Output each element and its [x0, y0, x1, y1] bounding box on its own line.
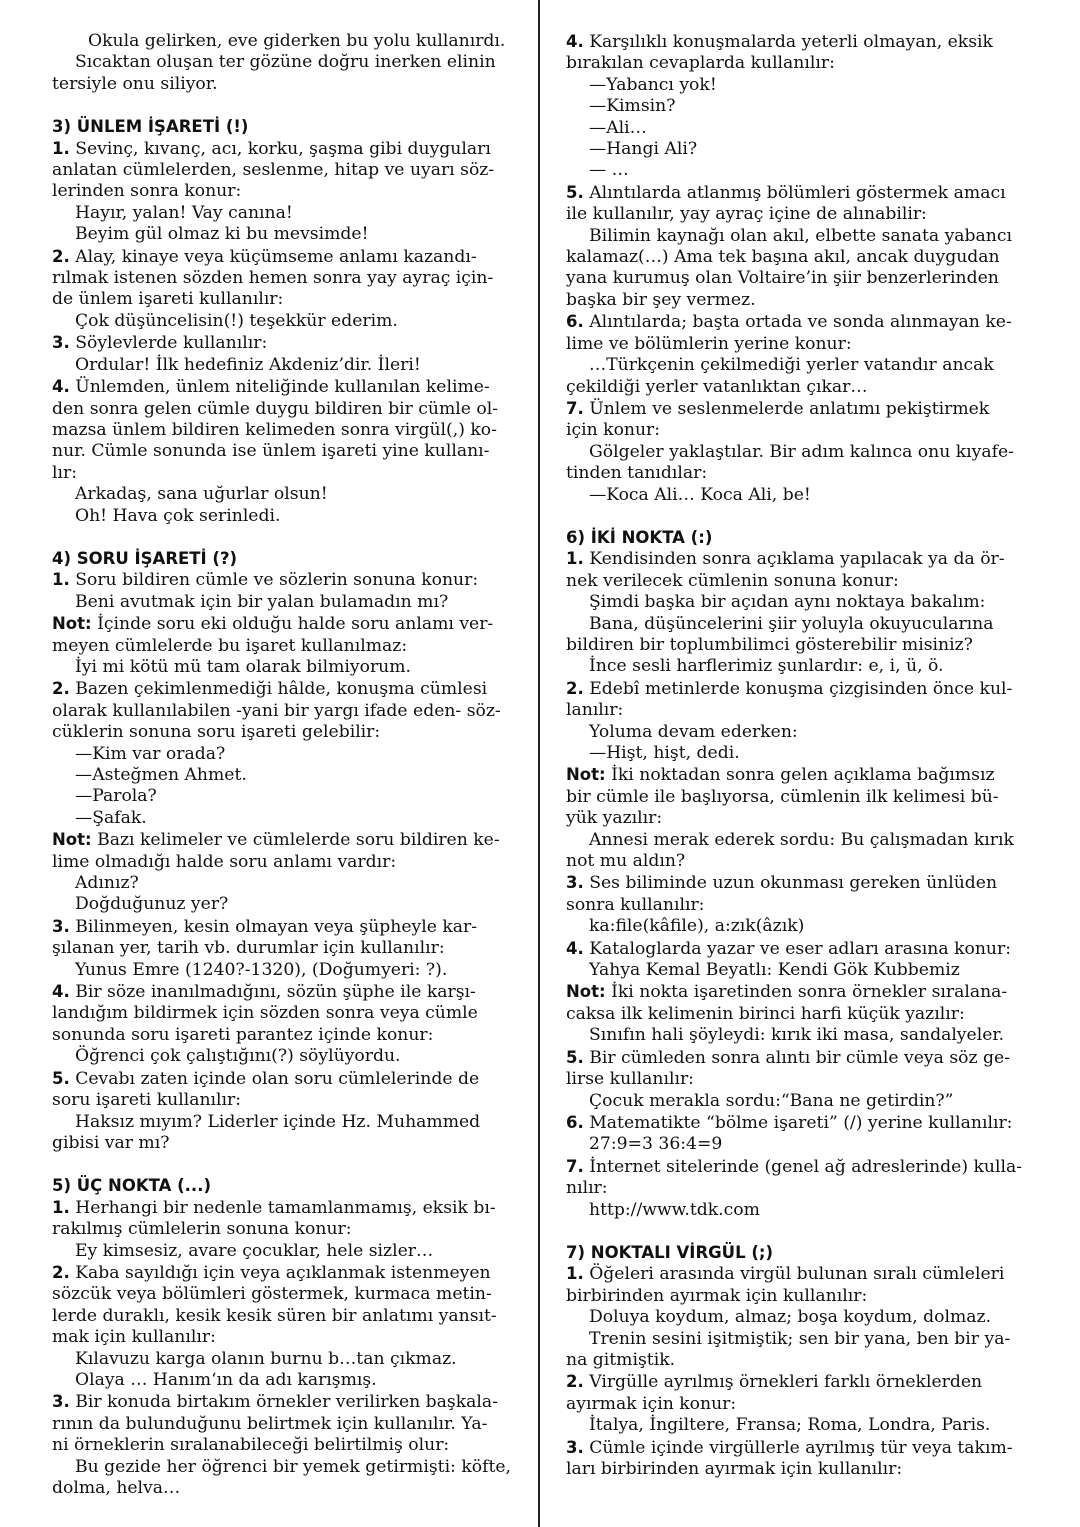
text-line: nılır: [566, 1178, 608, 1199]
rule-text: Soru bildiren cümle ve sözlerin sonuna konur: [69, 570, 479, 591]
example-line: Bilimin kaynağı olan akıl, elbette sanata yabancı [589, 225, 1012, 246]
text-line: nek verilecek cümlenin sonuna konur: [566, 570, 899, 591]
example-line: Gölgeler yaklaştılar. Bir adım kalınca onu kıyafe- [589, 441, 1014, 462]
rule-number: 1. [566, 549, 584, 569]
example-line: Hayır, yalan! Vay canına! [75, 202, 293, 223]
numbered-rule [52, 916, 514, 938]
rule-number: 3. [52, 916, 70, 936]
rule-number: 4. [52, 982, 70, 1002]
rule-text: İki nokta işaretinden sonra örnekler sıralana- [605, 982, 1008, 1003]
numbered-rule [52, 332, 514, 354]
numbered-rule [52, 376, 514, 398]
rule-number: 2. [52, 246, 70, 266]
text-line: bir cümle ile başlıyorsa, cümlenin ilk kelimesi bü- [566, 786, 999, 807]
numbered-rule [52, 981, 514, 1003]
example-line: http://www.tdk.com [589, 1199, 760, 1220]
text-line: nur. Cümle sonunda ise ünlem işareti yine kullanı- [52, 441, 490, 462]
text-line: şılanan yer, tarih vb. durumlar için kullanılır: [52, 938, 445, 959]
text-line: meyen cümlelerde bu işaret kullanılmaz: [52, 635, 408, 656]
example-line: Çocuk merakla sordu:“Bana ne getirdin?” [589, 1090, 954, 1111]
numbered-rule [566, 1263, 1028, 1285]
numbered-rule [566, 1047, 1028, 1069]
rule-number: 2. [52, 1262, 70, 1282]
rule-number: 7. [566, 398, 584, 418]
example-line: —Hangi Ali? [589, 139, 698, 160]
rule-text: Söylevlerde kullanılır: [69, 333, 268, 354]
numbered-rule [52, 138, 514, 160]
left-column [52, 31, 514, 1499]
rule-number: 1. [52, 1197, 70, 1217]
example-line: İtalya, İngiltere, Fransa; Roma, Londra, Paris. [589, 1415, 991, 1436]
example-line: —Parola? [75, 786, 157, 807]
example-line: —Hişt, hişt, dedi. [589, 743, 740, 763]
numbered-rule [566, 182, 1028, 204]
rule-number: 3. [566, 1437, 584, 1457]
rule-text: Virgülle ayrılmış örnekleri farklı örneklerden [583, 1372, 983, 1393]
rule-text: Alıntılarda atlanmış bölümleri göstermek amacı [583, 182, 1006, 203]
rule-number: 1. [52, 138, 70, 158]
example-line: …Türkçenin çekilmediği yerler vatandır ancak [589, 355, 994, 376]
text-line: sözcük veya bölümleri göstermek, kurmaca metin- [52, 1284, 492, 1305]
text-line: bildiren bir toplumbilimci gösterebilir misiniz? [566, 634, 973, 655]
note-line [52, 829, 514, 851]
text-line: çekildiği yerler vatanlıktan çıkar… [566, 376, 868, 397]
numbered-rule [52, 569, 514, 591]
example-line: Sınıfın hali şöyleydi: kırık iki masa, sandalyeler. [589, 1025, 1005, 1046]
rule-text: Herhangi bir nedenle tamamlanmamış, eksik bı- [69, 1197, 496, 1218]
text-line: landığım bildirmek için sözden sonra veya cümle [52, 1003, 478, 1024]
example-line: —Şafak. [75, 807, 147, 828]
example-line: Bana, düşüncelerini şiir yoluyla okuyucularına [589, 613, 994, 634]
text-line: lirse kullanılır: [566, 1069, 694, 1090]
rule-text: Ses biliminde uzun okunması gereken ünlüden [583, 873, 998, 894]
text-line: başka bir şey vermez. [566, 289, 756, 310]
rule-text: Ünlemden, ünlem niteliğinde kullanılan kelime- [69, 377, 490, 398]
numbered-rule [566, 398, 1028, 420]
text-line: ni örneklerin sıralanabileceği belirtilmiş olur: [52, 1435, 450, 1456]
rule-text: Bir söze inanılmadığını, sözün şüphe ile karşı- [69, 982, 476, 1003]
example-line: —Yabancı yok! [589, 74, 717, 95]
text-line: lerinden sonra konur: [52, 181, 242, 202]
text-line: sonra kullanılır: [566, 894, 705, 915]
rule-number: 4. [52, 377, 70, 397]
example-line: Kılavuzu karga olanın burnu b…tan çıkmaz. [75, 1348, 457, 1369]
rule-text: Sevinç, kıvanç, acı, korku, şaşma gibi duyguları [69, 138, 491, 159]
text-line: olarak kullanılabilen -yani bir yargı ifade eden- söz- [52, 700, 501, 721]
example-line: Ey kimsesiz, avare çocuklar, hele sizler… [75, 1240, 434, 1261]
numbered-rule [566, 1437, 1028, 1459]
note-line [52, 613, 514, 635]
rule-number: 2. [566, 678, 584, 698]
example-line: —Asteğmen Ahmet. [75, 765, 247, 785]
example-line: Oh! Hava çok serinledi. [75, 505, 281, 526]
rule-number: 5. [52, 1068, 70, 1088]
example-line: İnce sesli harflerimiz şunlardır: e, i, ü, ö. [589, 656, 944, 677]
text-line: tinden tanıdılar: [566, 463, 708, 484]
rule-number: 4. [566, 32, 584, 51]
numbered-rule [52, 1068, 514, 1090]
text-line: anlatan cümlelerden, seslenme, hitap ve uyarı söz- [52, 160, 495, 181]
example-line: Yahya Kemal Beyatlı: Kendi Gök Kubbemiz [589, 960, 960, 981]
example-line: Şimdi başka bir açıdan aynı noktaya bakalım: [589, 592, 986, 613]
text-line: tersiyle onu siliyor. [52, 73, 218, 94]
text-line: gibisi var mı? [52, 1132, 170, 1153]
rule-text: Matematikte “bölme işareti” (/) yerine kullanılır: [583, 1112, 1013, 1133]
rule-number: 2. [52, 679, 70, 699]
note-label: Not: [52, 614, 92, 634]
right-column [566, 31, 1028, 1480]
example-line: Sıcaktan oluşan ter gözüne doğru inerken elinin [75, 52, 496, 73]
numbered-rule [566, 31, 1028, 53]
example-line: Okula gelirken, eve giderken bu yolu kullanırdı. [88, 31, 506, 51]
example-line: Arkadaş, sana uğurlar olsun! [75, 484, 328, 505]
note-label: Not: [52, 830, 92, 850]
note-label: Not: [566, 765, 606, 785]
rule-text: Kataloglarda yazar ve eser adları arasına konur: [583, 938, 1011, 959]
rule-number: 1. [566, 1264, 584, 1284]
example-line: ka:file(kâfile), a:zık(âzık) [589, 916, 805, 937]
rule-text: Cevabı zaten içinde olan soru cümlelerinde de [69, 1068, 480, 1089]
rule-number: 6. [566, 312, 584, 332]
rule-number: 1. [52, 570, 70, 590]
numbered-rule [566, 1112, 1028, 1134]
section-heading: 3) ÜNLEM İŞARETİ (!) [52, 117, 249, 137]
rule-text: İki noktadan sonra gelen açıklama bağımsız [605, 765, 995, 786]
numbered-rule [52, 1197, 514, 1219]
text-line: sonunda soru işareti parantez içinde konur: [52, 1024, 434, 1045]
text-line: lerde duraklı, kesik kesik süren bir anlatımı yansıt- [52, 1305, 497, 1326]
example-line: Beyim gül olmaz ki bu mevsimde! [75, 224, 369, 245]
text-line: lime ve bölümlerin yerine konur: [566, 333, 852, 354]
text-line: yana kurumuş olan Voltaire’in şiir benzerlerinden [566, 268, 999, 289]
example-line: Doğduğunuz yer? [75, 894, 229, 915]
rule-number: 6. [566, 1112, 584, 1132]
section-heading: 4) SORU İŞARETİ (?) [52, 548, 238, 568]
text-line: not mu aldın? [566, 851, 686, 872]
rule-text: Alay, kinaye veya küçümseme anlamı kazandı- [69, 246, 477, 267]
numbered-rule [52, 678, 514, 700]
rule-number: 5. [566, 182, 584, 202]
text-line: bırakılan cevaplarda kullanılır: [566, 53, 835, 74]
example-line: —Kimsin? [589, 96, 676, 117]
rule-text: Bazı kelimeler ve cümlelerde soru bildiren ke- [91, 830, 500, 851]
text-line: den sonra gelen cümle duygu bildiren bir cümle ol- [52, 398, 499, 419]
section-heading: 5) ÜÇ NOKTA (...) [52, 1176, 212, 1196]
example-line: — … [589, 160, 629, 181]
numbered-rule [52, 246, 514, 268]
rule-text: Karşılıklı konuşmalarda yeterli olmayan, eksik [583, 32, 993, 52]
note-line [566, 981, 1028, 1003]
numbered-rule [566, 678, 1028, 700]
example-line: Adınız? [75, 873, 139, 894]
example-line: Çok düşüncelisin(!) teşekkür ederim. [75, 310, 398, 331]
example-line: Trenin sesini işitmiştik; sen bir yana, ben bir ya- [589, 1328, 1011, 1349]
text-line: caksa ilk kelimenin birinci harfi küçük yazılır: [566, 1003, 965, 1024]
rule-number: 7. [566, 1156, 584, 1176]
example-line: Yunus Emre (1240?-1320), (Doğumyeri: ?). [75, 959, 448, 980]
numbered-rule [52, 1391, 514, 1413]
text-line: dolma, helva… [52, 1478, 181, 1498]
rule-text: İnternet sitelerinde (genel ağ adreslerinde) kulla- [583, 1156, 1023, 1177]
text-line: rının da bulunduğunu belirtmek için kullanılır. Ya- [52, 1413, 488, 1434]
rule-text: Bir cümleden sonra alıntı bir cümle veya söz ge- [583, 1047, 1011, 1068]
example-line: —Koca Ali… Koca Ali, be! [589, 484, 811, 505]
rule-text: Bazen çekimlenmediği hâlde, konuşma cümlesi [69, 679, 488, 700]
text-line: na gitmiştik. [566, 1349, 676, 1370]
note-label: Not: [566, 982, 606, 1002]
text-line: ları birbirinden ayırmak için kullanılır: [566, 1459, 903, 1479]
text-line: birbirinden ayırmak için kullanılır: [566, 1285, 868, 1306]
text-line: lır: [52, 462, 78, 483]
rule-text: Cümle içinde virgüllerle ayrılmış tür veya takım- [583, 1437, 1013, 1458]
numbered-rule [566, 1156, 1028, 1178]
text-line: lanılır: [566, 700, 624, 721]
text-line: soru işareti kullanılır: [52, 1090, 242, 1111]
rule-number: 3. [52, 333, 70, 353]
text-line: rakılmış cümlelerin sonuna konur: [52, 1219, 352, 1240]
rule-text: Ünlem ve seslenmelerde anlatımı pekiştirmek [583, 398, 990, 419]
rule-number: 4. [566, 938, 584, 958]
example-line: Haksız mıyım? Liderler içinde Hz. Muhammed [75, 1111, 481, 1132]
rule-text: Öğeleri arasında virgül bulunan sıralı cümleleri [583, 1264, 1005, 1285]
example-line: Annesi merak ederek sordu: Bu çalışmadan kırık [589, 829, 1014, 850]
text-line: mazsa ünlem bildiren kelimeden sonra virgül(,) ko- [52, 419, 497, 440]
note-line [566, 764, 1028, 786]
rule-text: Kendisinden sonra açıklama yapılacak ya da ör- [583, 549, 1005, 570]
numbered-rule [52, 1262, 514, 1284]
rule-text: Kaba sayıldığı için veya açıklanmak istenmeyen [69, 1262, 491, 1283]
rule-text: Edebî metinlerde konuşma çizgisinden önce kul- [583, 678, 1013, 699]
section-heading: 7) NOKTALI VİRGÜL (;) [566, 1242, 774, 1262]
example-line: Beni avutmak için bir yalan bulamadın mı? [75, 591, 449, 612]
rule-text: Bir konuda birtakım örnekler verilirken başkala- [69, 1392, 498, 1413]
rule-number: 5. [566, 1047, 584, 1067]
example-line: Öğrenci çok çalıştığını(?) söylüyordu. [75, 1046, 401, 1067]
rule-text: Bilinmeyen, kesin olmayan veya şüpheyle kar- [69, 916, 478, 937]
text-line: ayırmak için konur: [566, 1393, 737, 1414]
numbered-rule [566, 1371, 1028, 1393]
rule-number: 3. [52, 1392, 70, 1412]
column-divider [538, 0, 540, 1527]
text-line: rılmak istenen sözden hemen sonra yay ayraç için- [52, 268, 494, 289]
example-line: Ordular! İlk hedefiniz Akdeniz’dir. İleri! [75, 354, 421, 375]
example-line: Doluya koydum, almaz; boşa koydum, dolmaz. [589, 1307, 992, 1328]
rule-number: 3. [566, 873, 584, 893]
example-line: —Ali… [589, 117, 647, 138]
text-line: de ünlem işareti kullanılır: [52, 289, 284, 310]
numbered-rule [566, 872, 1028, 894]
text-line: lime olmadığı halde soru anlamı vardır: [52, 851, 397, 872]
section-heading: 6) İKİ NOKTA (:) [566, 527, 713, 547]
numbered-rule [566, 548, 1028, 570]
text-line: mak için kullanılır: [52, 1327, 216, 1348]
example-line: Olaya … Hanım‘ın da adı karışmış. [75, 1369, 377, 1390]
numbered-rule [566, 311, 1028, 333]
rule-text: Alıntılarda; başta ortada ve sonda alınmayan ke- [583, 312, 1012, 333]
numbered-rule [566, 938, 1028, 960]
rule-number: 2. [566, 1372, 584, 1392]
example-line: Bu gezide her öğrenci bir yemek getirmişti: köfte, [75, 1456, 511, 1477]
example-line: 27:9=3 36:4=9 [589, 1134, 723, 1155]
text-line: ile kullanılır, yay ayraç içine de alınabilir: [566, 204, 927, 225]
example-line: Yoluma devam ederken: [589, 721, 798, 742]
example-line: —Kim var orada? [75, 743, 226, 764]
text-line: kalamaz(…) Ama tek başına akıl, ancak duygudan [566, 247, 1000, 268]
text-line: cüklerin sonuna soru işareti gelebilir: [52, 722, 381, 743]
example-line: İyi mi kötü mü tam olarak bilmiyorum. [75, 656, 411, 677]
text-line: için konur: [566, 420, 661, 441]
text-line: yük yazılır: [566, 808, 663, 829]
rule-text: İçinde soru eki olduğu halde soru anlamı ver- [91, 614, 494, 635]
